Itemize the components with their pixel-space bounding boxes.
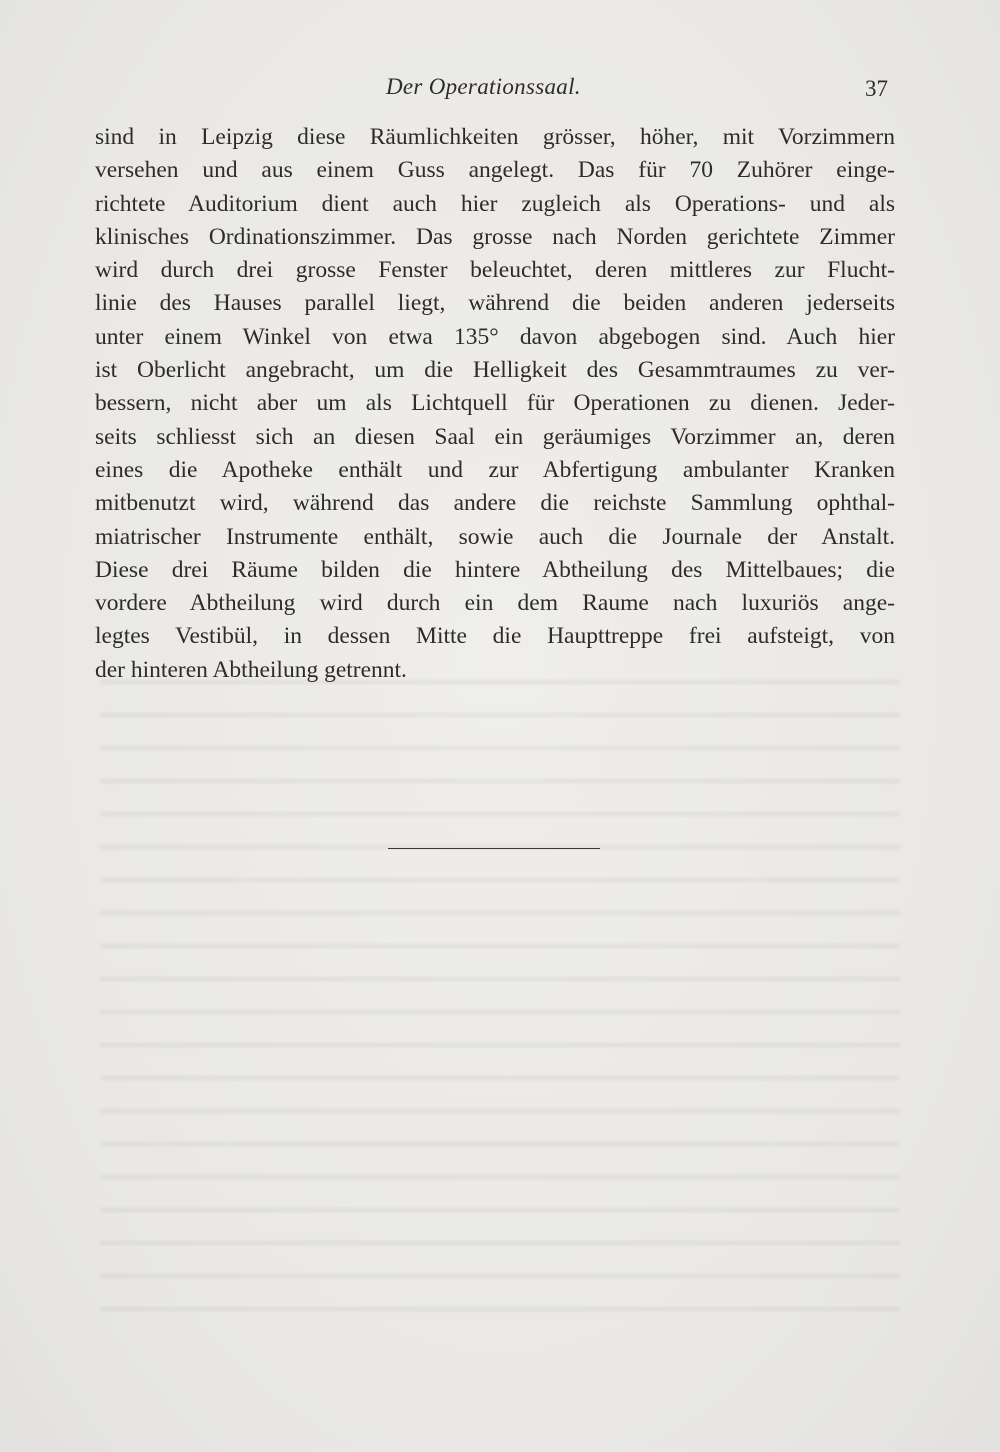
text-line: versehen und aus einem Guss angelegt. Das für 70 Zuhörer einge- [95,157,895,184]
section-divider-rule [388,848,600,849]
text-line: ist Oberlicht angebracht, um die Helligkeit des Gesammtraumes zu ver- [95,357,895,384]
text-line: klinisches Ordinationszimmer. Das grosse nach Norden gerichtete Zimmer [95,223,895,250]
text-line: seits schliesst sich an diesen Saal ein geräumiges Vorzimmer an, deren [95,423,895,450]
text-line: linie des Hauses parallel liegt, während die beiden anderen jederseits [95,290,895,317]
text-line: Diese drei Räume bilden die hintere Abtheilung des Mittelbaues; die [95,556,895,583]
text-line: wird durch drei grosse Fenster beleuchtet, deren mittleres zur Flucht- [95,257,895,284]
text-line: miatrischer Instrumente enthält, sowie auch die Journale der Anstalt. [95,523,895,550]
page-number: 37 [865,76,888,101]
text-line: bessern, nicht aber um als Lichtquell für Operationen zu dienen. Jeder- [95,390,895,417]
body-paragraph [95,121,895,687]
text-line: legtes Vestibül, in dessen Mitte die Haupttreppe frei aufsteigt, von [95,623,895,650]
text-line: richtete Auditorium dient auch hier zugleich als Operations- und als [95,190,895,217]
text-line: sind in Leipzig diese Räumlichkeiten grösser, höher, mit Vorzimmern [95,124,895,150]
text-line: mitbenutzt wird, während das andere die reichste Sammlung ophthal- [95,490,895,517]
show-through-texture [100,660,900,1320]
text-line: vordere Abtheilung wird durch ein dem Raume nach luxuriös ange- [95,590,895,617]
text-line-last: der hinteren Abtheilung getrennt. [95,656,407,683]
text-line: eines die Apotheke enthält und zur Abfertigung ambulanter Kranken [95,456,895,483]
running-header-title: Der Operationssaal. [386,74,581,99]
text-line: unter einem Winkel von etwa 135° davon abgebogen sind. Auch hier [95,323,895,350]
